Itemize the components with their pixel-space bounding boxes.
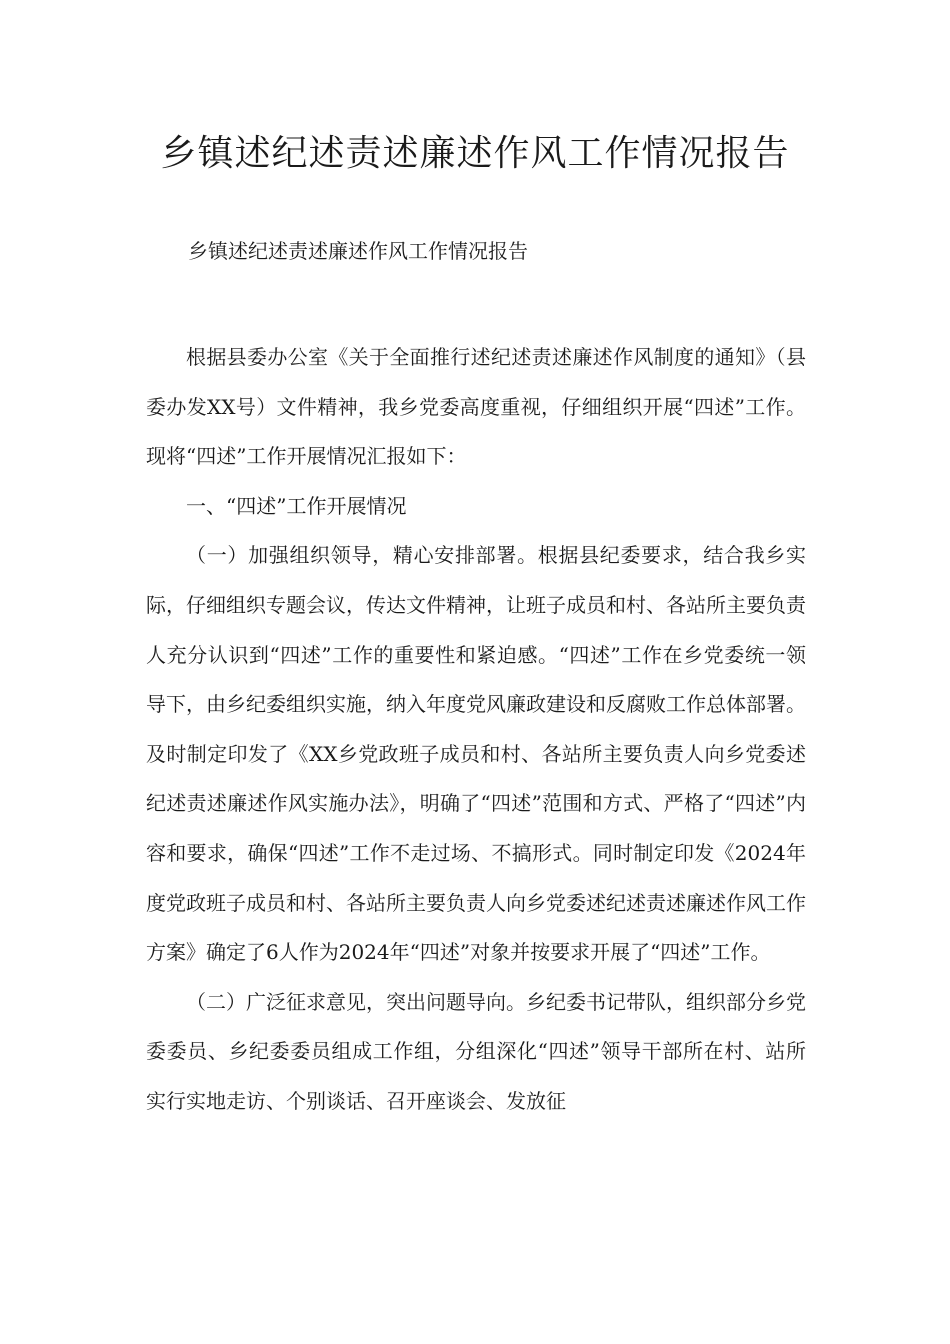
document-subtitle: 乡镇述纪述责述廉述作风工作情况报告	[188, 239, 528, 263]
paragraph-opinions: （二）广泛征求意见，突出问题导向。乡纪委书记带队，组织部分乡党委委员、乡纪委委员组成工作组，分组深化“四述”领导干部所在村、站所实行实地走访、个别谈话、召开座谈会、发放征	[146, 989, 806, 1113]
paragraph-intro: 根据县委办公室《关于全面推行述纪述责述廉述作风制度的通知》（县委办发XX号）文件精神，我乡党委高度重视，仔细组织开展“四述”工作。现将“四述”工作开展情况汇报如下：	[146, 345, 806, 469]
document-body	[146, 333, 806, 1127]
document-title: 乡镇述纪述责述廉述作风工作情况报告	[160, 133, 790, 174]
paragraph-organization: （一）加强组织领导，精心安排部署。根据县纪委要求，结合我乡实际，仔细组织专题会议，传达文件精神，让班子成员和村、各站所主要负责人充分认识到“四述”工作的重要性和紧迫感。“四述”工作在乡党委统一领导下，由乡纪委组织实施，纳入年度党风廉政建设和反腐败工作总体部署。及时制定印发了《XX乡党政班子成员和村、各站所主要负责人向乡党委述纪述责述廉述作风实施办法》，明确了“四述”范围和方式、严格了“四述”内容和要求，确保“四述”工作不走过场、不搞形式。同时制定印发《2024年度党政班子成员和村、各站所主要负责人向乡党委述纪述责述廉述作风工作方案》确定了6人作为2024年“四述”对象并按要求开展了“四述”工作。	[146, 543, 806, 965]
section-heading: 一、“四述”工作开展情况	[186, 493, 407, 518]
